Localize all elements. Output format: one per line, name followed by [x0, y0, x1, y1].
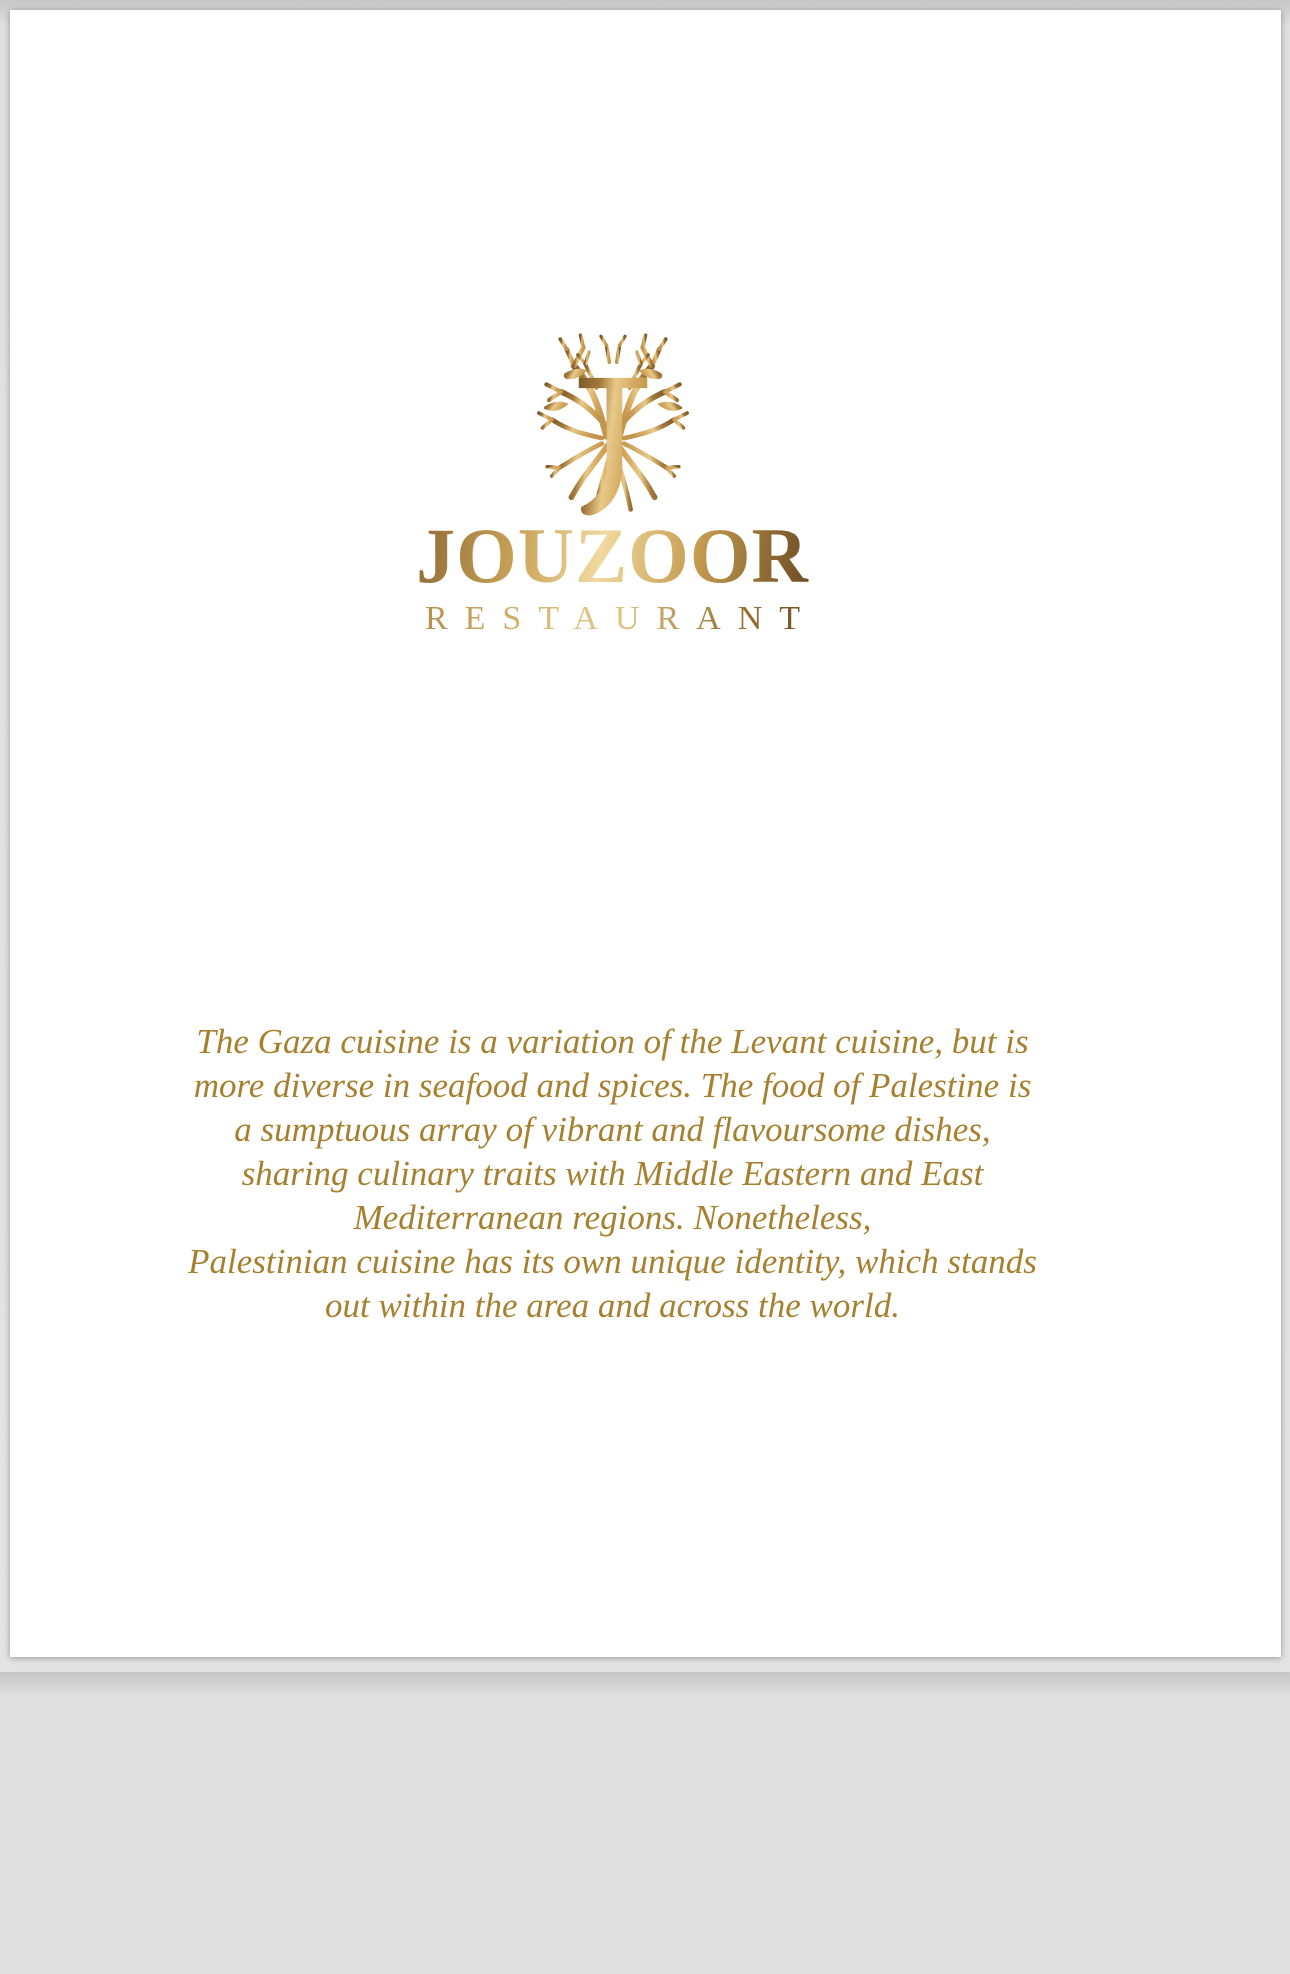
tree-roots-monogram-icon: [517, 327, 709, 527]
cover-content: [10, 327, 1281, 1974]
intro-line: a sumptuous array of vibrant and flavoursome dishes,: [234, 1110, 991, 1149]
menu-cover-page: [10, 10, 1281, 1657]
intro-line: Mediterranean regions. Nonetheless,: [353, 1198, 872, 1237]
intro-line: out within the area and across the world.: [325, 1286, 900, 1325]
intro-line: The Gaza cuisine is a variation of the Levant cuisine, but is: [196, 1022, 1029, 1061]
intro-paragraph: [10, 1020, 1215, 1328]
intro-line: Palestinian cuisine has its own unique identity, which stands: [188, 1242, 1037, 1281]
subtitle-row: [10, 595, 1215, 636]
intro-line: sharing culinary traits with Middle Eastern and East: [241, 1154, 984, 1193]
restaurant-subtitle: RESTAURANT: [408, 602, 817, 636]
j-monogram: [578, 378, 647, 516]
brand-wordmark: JOUZOOR: [416, 512, 809, 599]
brand-row: [10, 512, 1215, 599]
intro-line: more diverse in seafood and spices. The food of Palestine is: [193, 1066, 1032, 1105]
